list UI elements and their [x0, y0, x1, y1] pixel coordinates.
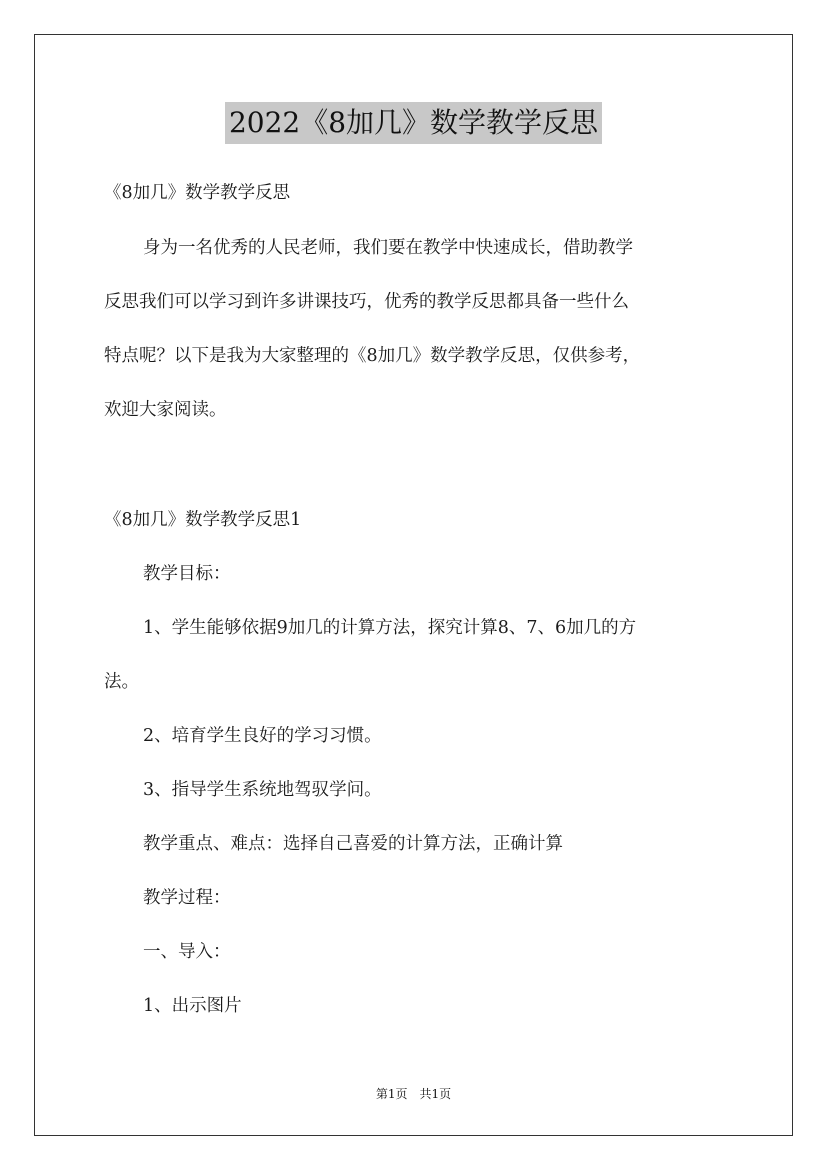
body-line: 3、指导学生系统地驾驭学问。	[143, 780, 382, 800]
section-heading: 《8加几》数学教学反思1	[104, 510, 302, 530]
intro-line: 身为一名优秀的人民老师，我们要在教学中快速成长，借助教学	[143, 238, 633, 258]
body-line: 法。	[104, 672, 139, 692]
body-line: 1、出示图片	[143, 996, 242, 1016]
body-line: 教学重点、难点：选择自己喜爱的计算方法，正确计算	[143, 834, 563, 854]
intro-line: 特点呢？以下是我为大家整理的《8加几》数学教学反思，仅供参考，	[104, 346, 641, 366]
body-line: 1、学生能够依据9加几的计算方法，探究计算8、7、6加几的方	[143, 618, 637, 638]
intro-line: 欢迎大家阅读。	[104, 400, 227, 420]
document-title: 2022《8加几》数学教学反思	[225, 102, 602, 144]
body-line: 教学目标：	[143, 564, 231, 584]
body-line: 教学过程：	[143, 888, 231, 908]
page-number: 第1页 共1页	[375, 1087, 452, 1101]
subtitle: 《8加几》数学教学反思	[104, 183, 291, 203]
title-container	[0, 102, 827, 144]
intro-line: 反思我们可以学习到许多讲课技巧，优秀的教学反思都具备一些什么	[104, 292, 629, 312]
body-line: 2、培育学生良好的学习习惯。	[143, 726, 382, 746]
body-line: 一、导入：	[143, 942, 231, 962]
